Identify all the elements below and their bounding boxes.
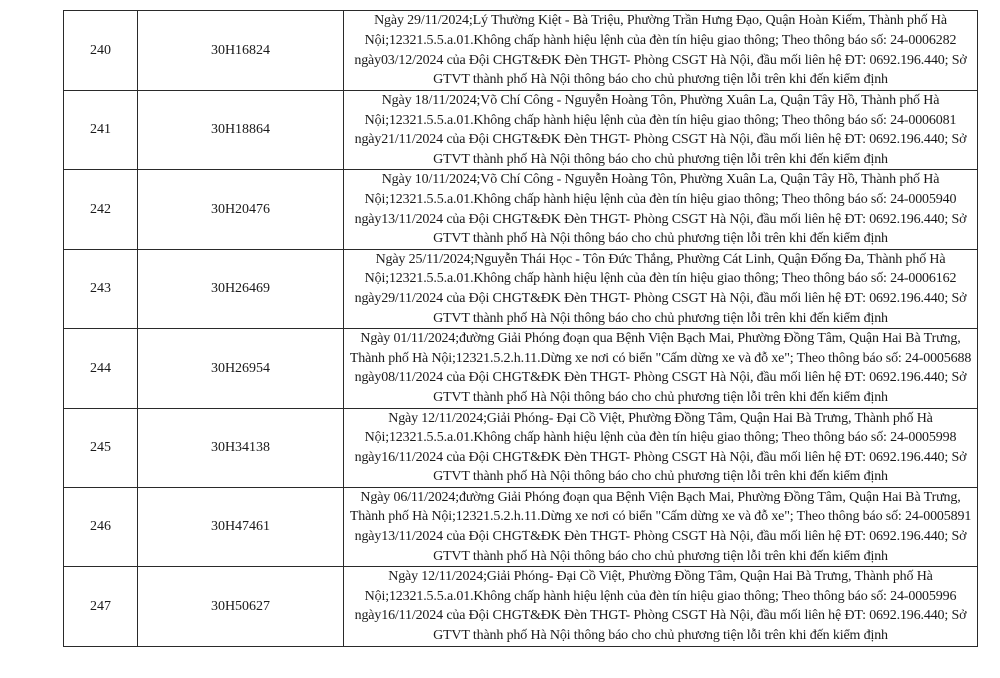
violation-description: Ngày 06/11/2024;đường Giải Phóng đoạn qua Bệnh Viện Bạch Mai, Phường Đồng Tâm, Quận Hai Bà Trưng, Thành phố Hà Nội;12321.5.2.h.11.Dừng xe nơi có biển "Cấm dừng xe và đỗ xe"; Theo thông báo số: 24-0005891 ngày13/11/2024 của Đội CHGT&ĐK Đèn THGT- Phòng CSGT Hà Nội, đầu mối liên hệ ĐT: 0692.196.440; Sở GTVT thành phố Hà Nội thông báo cho chủ phương tiện lỗi trên khi đến kiểm định xyxy=(344,487,978,566)
row-number: 245 xyxy=(64,408,138,487)
license-plate: 30H47461 xyxy=(138,487,344,566)
violation-description: Ngày 01/11/2024;đường Giải Phóng đoạn qua Bệnh Viện Bạch Mai, Phường Đồng Tâm, Quận Hai Bà Trưng, Thành phố Hà Nội;12321.5.2.h.11.Dừng xe nơi có biển "Cấm dừng xe và đỗ xe"; Theo thông báo số: 24-0005688 ngày08/11/2024 của Đội CHGT&ĐK Đèn THGT- Phòng CSGT Hà Nội, đầu mối liên hệ ĐT: 0692.196.440; Sở GTVT thành phố Hà Nội thông báo cho chủ phương tiện lỗi trên khi đến kiểm định xyxy=(344,329,978,408)
license-plate: 30H20476 xyxy=(138,170,344,249)
violation-description: Ngày 10/11/2024;Võ Chí Công - Nguyễn Hoàng Tôn, Phường Xuân La, Quận Tây Hồ, Thành phố Hà Nội;12321.5.5.a.01.Không chấp hành hiệu lệnh của đèn tín hiệu giao thông; Theo thông báo số: 24-0005940 ngày13/11/2024 của Đội CHGT&ĐK Đèn THGT- Phòng CSGT Hà Nội, đầu mối liên hệ ĐT: 0692.196.440; Sở GTVT thành phố Hà Nội thông báo cho chủ phương tiện lỗi trên khi đến kiểm định xyxy=(344,170,978,249)
license-plate: 30H34138 xyxy=(138,408,344,487)
table-row xyxy=(64,91,978,170)
row-number: 240 xyxy=(64,11,138,91)
table-row xyxy=(64,567,978,646)
violation-description: Ngày 12/11/2024;Giải Phóng- Đại Cồ Việt, Phường Đồng Tâm, Quận Hai Bà Trưng, Thành phố Hà Nội;12321.5.5.a.01.Không chấp hành hiệu lệnh của đèn tín hiệu giao thông; Theo thông báo số: 24-0005998 ngày16/11/2024 của Đội CHGT&ĐK Đèn THGT- Phòng CSGT Hà Nội, đầu mối liên hệ ĐT: 0692.196.440; Sở GTVT thành phố Hà Nội thông báo cho chủ phương tiện lỗi trên khi đến kiểm định xyxy=(344,408,978,487)
license-plate: 30H50627 xyxy=(138,567,344,646)
license-plate: 30H16824 xyxy=(138,11,344,91)
row-number: 247 xyxy=(64,567,138,646)
license-plate: 30H26469 xyxy=(138,249,344,328)
violations-table xyxy=(63,10,978,647)
row-number: 243 xyxy=(64,249,138,328)
violation-description: Ngày 12/11/2024;Giải Phóng- Đại Cồ Việt, Phường Đồng Tâm, Quận Hai Bà Trưng, Thành phố Hà Nội;12321.5.5.a.01.Không chấp hành hiệu lệnh của đèn tín hiệu giao thông; Theo thông báo số: 24-0005996 ngày16/11/2024 của Đội CHGT&ĐK Đèn THGT- Phòng CSGT Hà Nội, đầu mối liên hệ ĐT: 0692.196.440; Sở GTVT thành phố Hà Nội thông báo cho chủ phương tiện lỗi trên khi đến kiểm định xyxy=(344,567,978,646)
row-number: 242 xyxy=(64,170,138,249)
table-row xyxy=(64,487,978,566)
table-row xyxy=(64,249,978,328)
violation-description: Ngày 18/11/2024;Võ Chí Công - Nguyễn Hoàng Tôn, Phường Xuân La, Quận Tây Hồ, Thành phố Hà Nội;12321.5.5.a.01.Không chấp hành hiệu lệnh của đèn tín hiệu giao thông; Theo thông báo số: 24-0006081 ngày21/11/2024 của Đội CHGT&ĐK Đèn THGT- Phòng CSGT Hà Nội, đầu mối liên hệ ĐT: 0692.196.440; Sở GTVT thành phố Hà Nội thông báo cho chủ phương tiện lỗi trên khi đến kiểm định xyxy=(344,91,978,170)
row-number: 244 xyxy=(64,329,138,408)
table-row xyxy=(64,408,978,487)
license-plate: 30H18864 xyxy=(138,91,344,170)
table-row xyxy=(64,170,978,249)
license-plate: 30H26954 xyxy=(138,329,344,408)
violation-description: Ngày 29/11/2024;Lý Thường Kiệt - Bà Triệu, Phường Trần Hưng Đạo, Quận Hoàn Kiếm, Thành phố Hà Nội;12321.5.5.a.01.Không chấp hành hiệu lệnh của đèn tín hiệu giao thông; Theo thông báo số: 24-0006282 ngày03/12/2024 của Đội CHGT&ĐK Đèn THGT- Phòng CSGT Hà Nội, đầu mối liên hệ ĐT: 0692.196.440; Sở GTVT thành phố Hà Nội thông báo cho chủ phương tiện lỗi trên khi đến kiểm định xyxy=(344,11,978,91)
row-number: 246 xyxy=(64,487,138,566)
table-row xyxy=(64,11,978,91)
violation-description: Ngày 25/11/2024;Nguyễn Thái Học - Tôn Đức Thắng, Phường Cát Linh, Quận Đống Đa, Thành phố Hà Nội;12321.5.5.a.01.Không chấp hành hiệu lệnh của đèn tín hiệu giao thông; Theo thông báo số: 24-0006162 ngày29/11/2024 của Đội CHGT&ĐK Đèn THGT- Phòng CSGT Hà Nội, đầu mối liên hệ ĐT: 0692.196.440; Sở GTVT thành phố Hà Nội thông báo cho chủ phương tiện lỗi trên khi đến kiểm định xyxy=(344,249,978,328)
table-row xyxy=(64,329,978,408)
row-number: 241 xyxy=(64,91,138,170)
